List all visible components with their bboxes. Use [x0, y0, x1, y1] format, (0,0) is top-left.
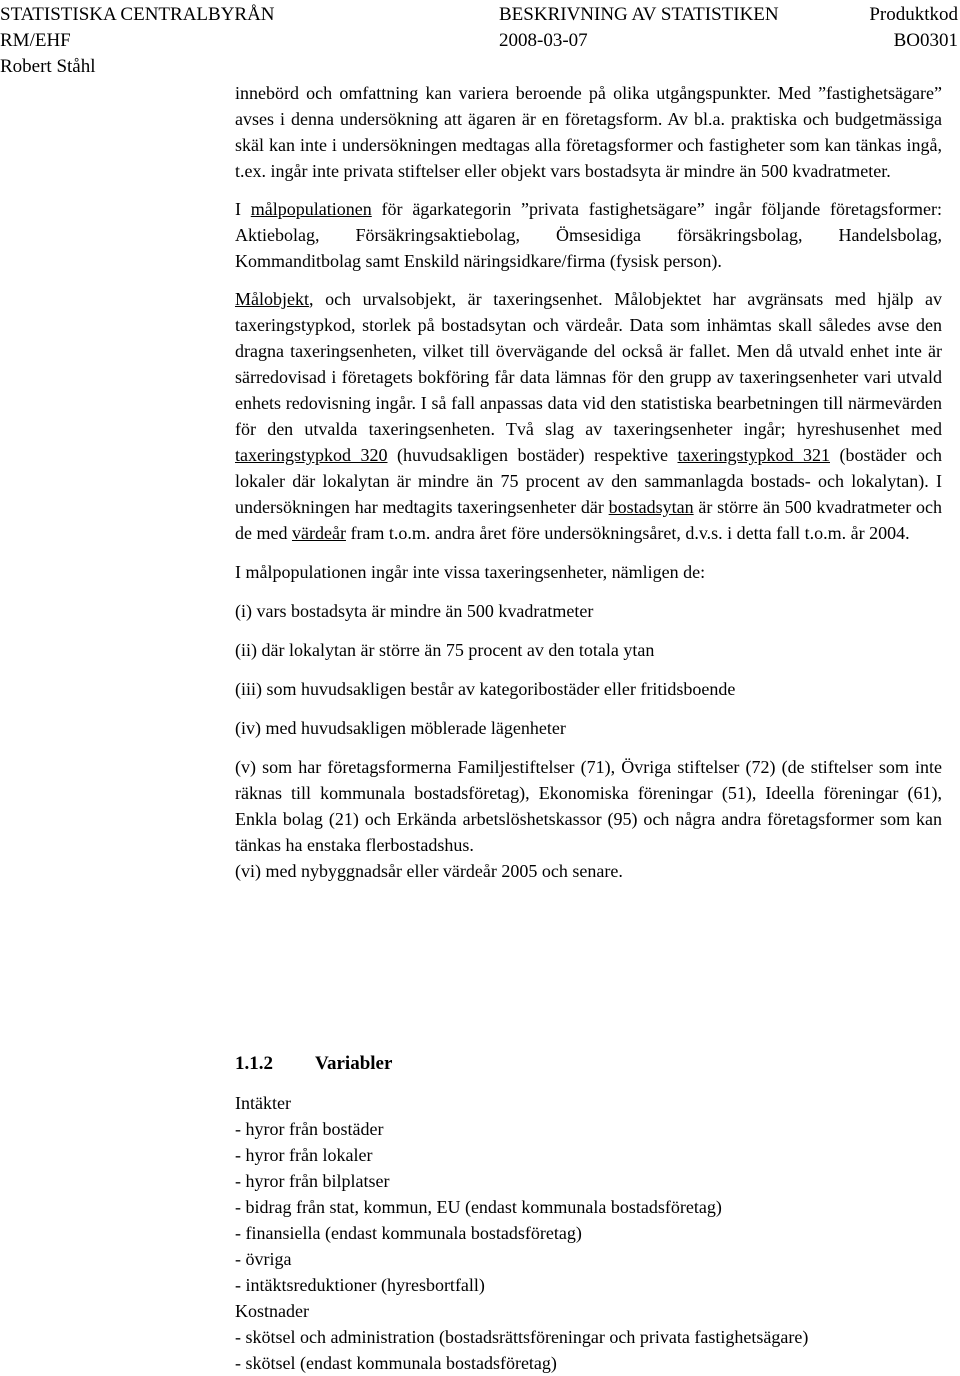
text-run: (huvudsakligen bostäder) respektive [387, 445, 678, 465]
list-item: - skötsel (endast kommunala bostadsföretag) [235, 1353, 557, 1373]
section-heading [235, 1053, 392, 1075]
list-item: - skötsel och administration (bostadsrättsföreningar och privata fastighetsägare) [235, 1327, 809, 1347]
term-vardear: värdeår [291, 523, 346, 543]
list-item: Intäkter [235, 1093, 291, 1113]
term-malpopulation: målpopulationen [250, 199, 372, 219]
text-run: är större än 500 kvadratmeter och de med [235, 497, 943, 543]
text-run: I [235, 199, 251, 219]
paragraph-exclusions-intro: I målpopulationen ingår inte vissa taxeringsenheter, nämligen de: [235, 562, 706, 582]
exclusion-item: (iii) som huvudsakligen består av kategoribostäder eller fritidsboende [235, 679, 736, 699]
list-item: - hyror från bostäder [235, 1119, 384, 1139]
text-run: (bostäder och lokaler där lokalytan är mindre än 75 procent av den sammanlagda bostads- och lokalytan). I undersökningen har medtagits taxeringsenheter där [235, 445, 942, 517]
document-body [235, 80, 942, 884]
text-run: fram t.o.m. andra året före undersökningsåret, d.v.s. i detta fall t.o.m. år 2004. [345, 523, 910, 543]
list-item: - finansiella (endast kommunala bostadsföretag) [235, 1223, 582, 1243]
variables-list [235, 1090, 942, 1376]
header-unit: RM/EHF [0, 30, 71, 51]
header-author: Robert Ståhl [0, 56, 96, 77]
term-taxeringstypkod-320: taxeringstypkod 320 [235, 445, 388, 465]
header-center [499, 2, 779, 54]
exclusion-item: (v) som har företagsformerna Familjestiftelser (71), Övriga stiftelser (72) (de stiftelser som inte räknas till kommunala bostadsföretag), Ekonomiska föreningar (51), Ideella föreningar (61), Enkla bolag (21) och Erkända arbetslöshetskassor (95) och några andra företagsformer som kan tänkas ha enstaka flerbostadshus. [235, 757, 942, 855]
list-item: Kostnader [235, 1301, 309, 1321]
list-item: - hyror från lokaler [235, 1145, 373, 1165]
header-product-code: BO0301 [893, 30, 958, 51]
header-left [0, 2, 275, 80]
exclusion-item: (vi) med nybyggnadsår eller värdeår 2005 och senare. [235, 861, 623, 881]
exclusion-item: (ii) där lokalytan är större än 75 procent av den totala ytan [235, 640, 655, 660]
exclusion-item: (iv) med huvudsakligen möblerade lägenheter [235, 718, 566, 738]
paragraph-target-population [235, 196, 942, 274]
exclusion-item: (i) vars bostadsyta är mindre än 500 kvadratmeter [235, 601, 594, 621]
list-item: - övriga [235, 1249, 292, 1269]
term-malobjekt: Målobjekt [235, 289, 309, 309]
header-right [869, 2, 958, 54]
header-date: 2008-03-07 [499, 30, 588, 51]
paragraph-target-object [235, 286, 942, 546]
list-item: - hyror från bilplatser [235, 1171, 390, 1191]
header-org: STATISTISKA CENTRALBYRÅN [0, 4, 275, 25]
term-taxeringstypkod-321: taxeringstypkod 321 [677, 445, 830, 465]
header-product-label: Produktkod [869, 4, 958, 25]
section-number: 1.1.2 [235, 1053, 273, 1074]
header-doc-title: BESKRIVNING AV STATISTIKEN [499, 4, 779, 25]
text-run: , och urvalsobjekt, är taxeringsenhet. Målobjektet har avgränsats med hjälp av taxeringstypkod, storlek på bostadsytan och värdeår. Data som inhämtas skall således avse den dragna taxeringsenheten, vilket till övervägande del också är fallet. Men då utvald enhet inte är särredovisad i företagets bokföring får data lämnas för den grupp av taxeringsenheter vari utvald enhets redovisning ingår. I så fall anpassas data vid den statistiska bearbetningen till närmevärden för den utvalda taxeringsenheten. Två slag av taxeringsenheter ingår; hyreshusenhet med [235, 289, 942, 439]
text-run: för ägarkategorin ”privata fastighetsägare” ingår följande företagsformer: Aktiebolag, Försäkringsaktiebolag, Ömsesidiga försäkringsbolag, Handelsbolag, Kommanditbolag samt Enskild näringsidkare/firma (fysisk person). [235, 199, 942, 271]
list-item: - intäktsreduktioner (hyresbortfall) [235, 1275, 485, 1295]
section-title: Variabler [315, 1053, 393, 1074]
list-item: - bidrag från stat, kommun, EU (endast kommunala bostadsföretag) [235, 1197, 722, 1217]
paragraph-intro: innebörd och omfattning kan variera beroende på olika utgångspunkter. Med ”fastighetsägare” avses i denna undersökning att ägaren är en företagsform. Av bl.a. praktiska och budgetmässiga skäl kan inte i undersökningen medtagas alla företagsformer och fastigheter som kan tänkas ingå, t.ex. ingår inte privata stiftelser eller objekt vars bostadsyta är mindre än 500 kvadratmeter. [235, 83, 942, 181]
term-bostadsytan: bostadsytan [608, 497, 694, 517]
